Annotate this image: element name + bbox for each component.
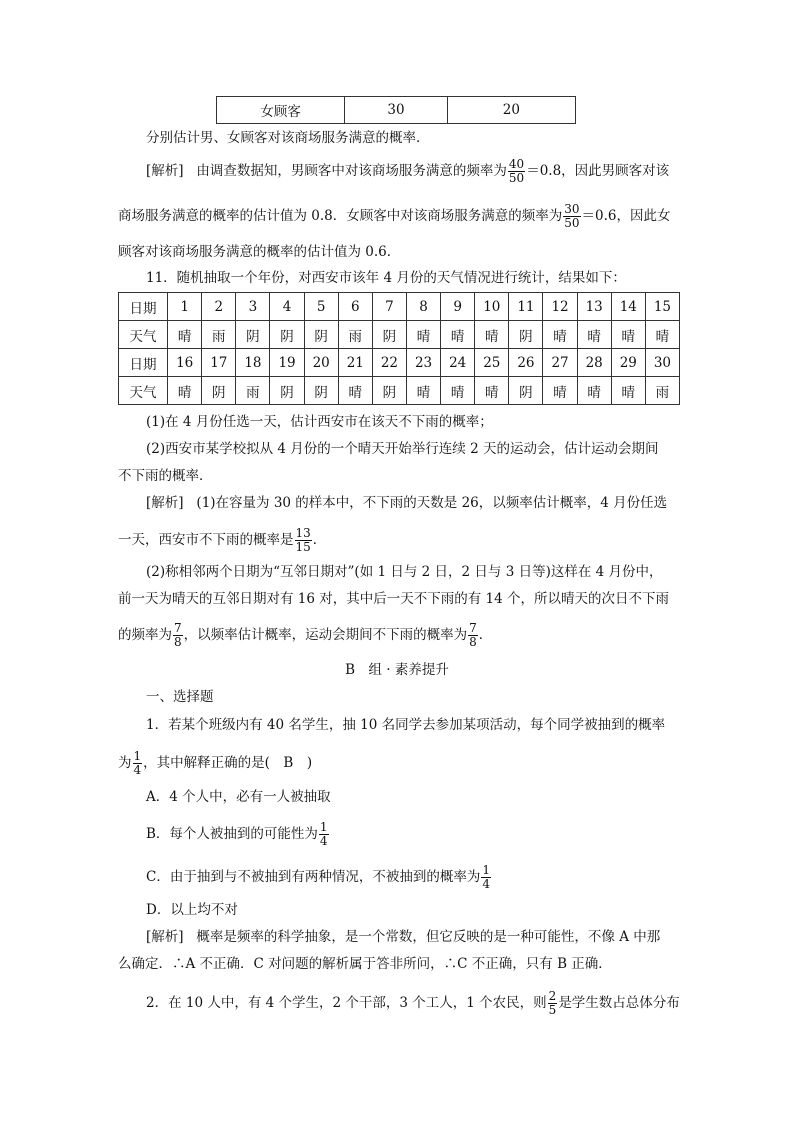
section-title: B 组 · 素养提升 xyxy=(345,662,449,678)
fraction-numerator: 2 xyxy=(548,989,557,1003)
table-cell: 20 xyxy=(304,349,338,377)
fraction-numerator: 13 xyxy=(295,526,311,540)
analysis-text: 一天，西安市不下雨的概率是 xyxy=(118,532,294,548)
table-cell: 27 xyxy=(543,349,577,377)
question-text: 是学生数占总体分布 xyxy=(558,995,680,1011)
sub-question: (2)西安市某学校拟从 4 月份的一个晴天开始举行连续 2 天的运动会，估计运动会期间 xyxy=(146,441,659,457)
fraction xyxy=(548,990,558,1017)
table-cell: 19 xyxy=(270,349,304,377)
table-cell: 晴 xyxy=(441,321,475,349)
table-cell: 14 xyxy=(611,293,645,321)
fraction-denominator: 8 xyxy=(469,635,477,649)
fraction-denominator: 50 xyxy=(508,171,525,185)
table-cell: 16 xyxy=(168,349,202,377)
table-cell: 雨 xyxy=(338,321,372,349)
option-text: C．由于抽到与不被抽到有两种情况，不被抽到的概率为 xyxy=(146,869,481,885)
analysis-line xyxy=(118,527,326,554)
table-cell: 9 xyxy=(441,293,475,321)
analysis-line xyxy=(146,927,660,947)
table-cell: 2 xyxy=(202,293,236,321)
fraction-numerator: 1 xyxy=(133,749,142,763)
table-cell: 晴 xyxy=(577,321,611,349)
table-cell: 阴 xyxy=(304,321,338,349)
fraction xyxy=(481,864,491,891)
analysis-text: (2)称相邻两个日期为“互邻日期对”(如 1 日与 2 日，2 日与 3 日等)这样在 4 月份中， xyxy=(146,564,663,580)
table-cell: 30 xyxy=(345,97,447,124)
table-cell: 晴 xyxy=(611,377,645,405)
fraction-numerator: 7 xyxy=(174,621,182,635)
table-cell: 25 xyxy=(475,349,509,377)
weather-table-body xyxy=(119,293,680,405)
analysis-text: 概率是频率的科学抽象，是一个常数，但它反映的是一种可能性，不像 A 中那 xyxy=(196,929,661,945)
fraction xyxy=(319,821,329,848)
analysis-line xyxy=(146,493,667,513)
analysis-line xyxy=(118,622,492,649)
table-cell: 10 xyxy=(475,293,509,321)
fraction-numerator: 1 xyxy=(319,820,328,834)
analysis-text: ＝0.6，因此女 xyxy=(581,208,671,224)
fraction-numerator: 40 xyxy=(508,157,525,171)
table-cell: 雨 xyxy=(202,321,236,349)
table-cell: 晴 xyxy=(168,321,202,349)
analysis-text: ． xyxy=(478,627,493,643)
option-c xyxy=(146,864,492,891)
fraction-numerator: 7 xyxy=(469,621,477,635)
table-cell: 阴 xyxy=(270,377,304,405)
analysis-text: 么确定．∴A 不正确．C 对问题的解析属于答非所问，∴C 不正确，只有 B 正确． xyxy=(118,956,612,972)
table-cell: 阴 xyxy=(509,321,543,349)
fraction xyxy=(173,622,183,649)
fraction-denominator: 50 xyxy=(564,216,580,230)
fraction xyxy=(508,158,525,185)
table-cell: 26 xyxy=(509,349,543,377)
table-cell: 15 xyxy=(645,293,679,321)
analysis-line xyxy=(146,158,669,185)
table-cell: 18 xyxy=(236,349,270,377)
table-cell: 30 xyxy=(645,349,679,377)
analysis-tag: [解析] xyxy=(146,495,184,511)
analysis-text: ，以频率估计概率，运动会期间不下雨的概率为 xyxy=(183,627,468,643)
table-cell: 晴 xyxy=(543,321,577,349)
table-cell: 13 xyxy=(577,293,611,321)
table-row xyxy=(217,97,576,124)
option-d: D．以上均不对 xyxy=(146,902,238,918)
question-stem: 11．随机抽取一个年份，对西安市该年 4 月份的天气情况进行统计，结果如下： xyxy=(146,270,626,286)
table-cell: 晴 xyxy=(475,377,509,405)
table-cell: 4 xyxy=(270,293,304,321)
analysis-tag: [解析] xyxy=(146,163,184,179)
sub-question: (1)在 4 月份任选一天，估计西安市在该天不下雨的概率； xyxy=(146,414,493,430)
table-cell: 阴 xyxy=(236,321,270,349)
table-cell: 阴 xyxy=(509,377,543,405)
fraction xyxy=(133,750,143,777)
table-cell: 29 xyxy=(611,349,645,377)
weather-table xyxy=(118,292,680,405)
row-header-cell: 天气 xyxy=(119,377,168,405)
question-text: 分别估计男、女顾客对该商场服务满意的概率． xyxy=(146,130,430,146)
question-text: 为 xyxy=(118,755,132,771)
option-b xyxy=(146,821,330,848)
fraction-denominator: 4 xyxy=(133,763,142,777)
table-row xyxy=(119,349,680,377)
table-row xyxy=(119,377,680,405)
table-cell: 21 xyxy=(338,349,372,377)
table-cell: 晴 xyxy=(406,321,440,349)
table-cell: 雨 xyxy=(645,377,679,405)
table-cell: 17 xyxy=(202,349,236,377)
row-header-cell: 天气 xyxy=(119,321,168,349)
question-stem-line xyxy=(146,990,680,1017)
analysis-text: ． xyxy=(312,532,327,548)
table-row xyxy=(119,321,680,349)
fraction xyxy=(563,203,580,230)
table-cell: 24 xyxy=(441,349,475,377)
analysis-text: (1)在容量为 30 的样本中，不下雨的天数是 26，以频率估计概率，4 月份任选 xyxy=(196,495,668,511)
fraction-denominator: 5 xyxy=(548,1003,557,1017)
fraction xyxy=(295,527,312,554)
satisfaction-table-fragment xyxy=(216,96,576,124)
analysis-tag: [解析] xyxy=(146,929,184,945)
table-cell: 阴 xyxy=(270,321,304,349)
fraction-numerator: 1 xyxy=(482,863,490,877)
table-cell: 晴 xyxy=(168,377,202,405)
row-header-cell: 日期 xyxy=(119,349,168,377)
analysis-text: 商场服务满意的概率的估计值为 0.8．女顾客中对该商场服务满意的频率为 xyxy=(118,208,563,224)
table-cell: 阴 xyxy=(372,321,406,349)
analysis-text: ＝0.8，因此男顾客对该 xyxy=(526,163,670,179)
table-cell: 雨 xyxy=(236,377,270,405)
fraction-denominator: 15 xyxy=(295,540,311,554)
table-cell: 晴 xyxy=(543,377,577,405)
table-cell: 8 xyxy=(406,293,440,321)
table-cell: 阴 xyxy=(372,377,406,405)
table-cell: 11 xyxy=(509,293,543,321)
section-subtitle: 一、选择题 xyxy=(146,689,214,705)
option-a: A．4 个人中，必有一人被抽取 xyxy=(146,789,331,805)
analysis-line xyxy=(118,203,671,230)
analysis-text: 由调查数据知，男顾客中对该商场服务满意的频率为 xyxy=(196,163,507,179)
table-cell: 女顾客 xyxy=(217,97,345,124)
table-cell: 20 xyxy=(447,97,575,124)
fraction-denominator: 8 xyxy=(174,635,182,649)
table-cell: 12 xyxy=(543,293,577,321)
question-text: 2．在 10 人中，有 4 个学生，2 个干部，3 个工人，1 个农民，则 xyxy=(146,995,547,1011)
table-cell: 晴 xyxy=(338,377,372,405)
fraction-numerator: 30 xyxy=(564,202,580,216)
table-cell: 晴 xyxy=(475,321,509,349)
question-stem: 1．若某个班级内有 40 名学生，抽 10 名同学去参加某项活动，每个同学被抽到的概率 xyxy=(146,717,666,733)
table-row xyxy=(119,293,680,321)
table-cell: 7 xyxy=(372,293,406,321)
table-cell: 晴 xyxy=(611,321,645,349)
table-cell: 晴 xyxy=(645,321,679,349)
table-cell: 6 xyxy=(338,293,372,321)
table-cell: 晴 xyxy=(577,377,611,405)
table-cell: 23 xyxy=(406,349,440,377)
analysis-text: 顾客对该商场服务满意的概率的估计值为 0.6． xyxy=(118,244,401,260)
option-text: B．每个人被抽到的可能性为 xyxy=(146,826,318,842)
table-cell: 晴 xyxy=(406,377,440,405)
analysis-text: 前一天为晴天的互邻日期对有 16 对，其中后一天不下雨的有 14 个，所以晴天的次日不下雨 xyxy=(118,591,670,607)
table-cell: 3 xyxy=(236,293,270,321)
table-cell: 5 xyxy=(304,293,338,321)
table-cell: 28 xyxy=(577,349,611,377)
analysis-text: 的频率为 xyxy=(118,627,172,643)
table-cell: 22 xyxy=(372,349,406,377)
table-cell: 阴 xyxy=(304,377,338,405)
fraction-denominator: 4 xyxy=(482,877,490,891)
fraction xyxy=(468,622,478,649)
table-cell: 1 xyxy=(168,293,202,321)
table-cell: 晴 xyxy=(441,377,475,405)
sub-question: 不下雨的概率． xyxy=(118,468,213,484)
table-cell: 阴 xyxy=(202,377,236,405)
question-text: ，其中解释正确的是( B ) xyxy=(143,755,313,771)
fraction-denominator: 4 xyxy=(319,834,328,848)
question-stem-line xyxy=(118,750,312,777)
row-header-cell: 日期 xyxy=(119,293,168,321)
